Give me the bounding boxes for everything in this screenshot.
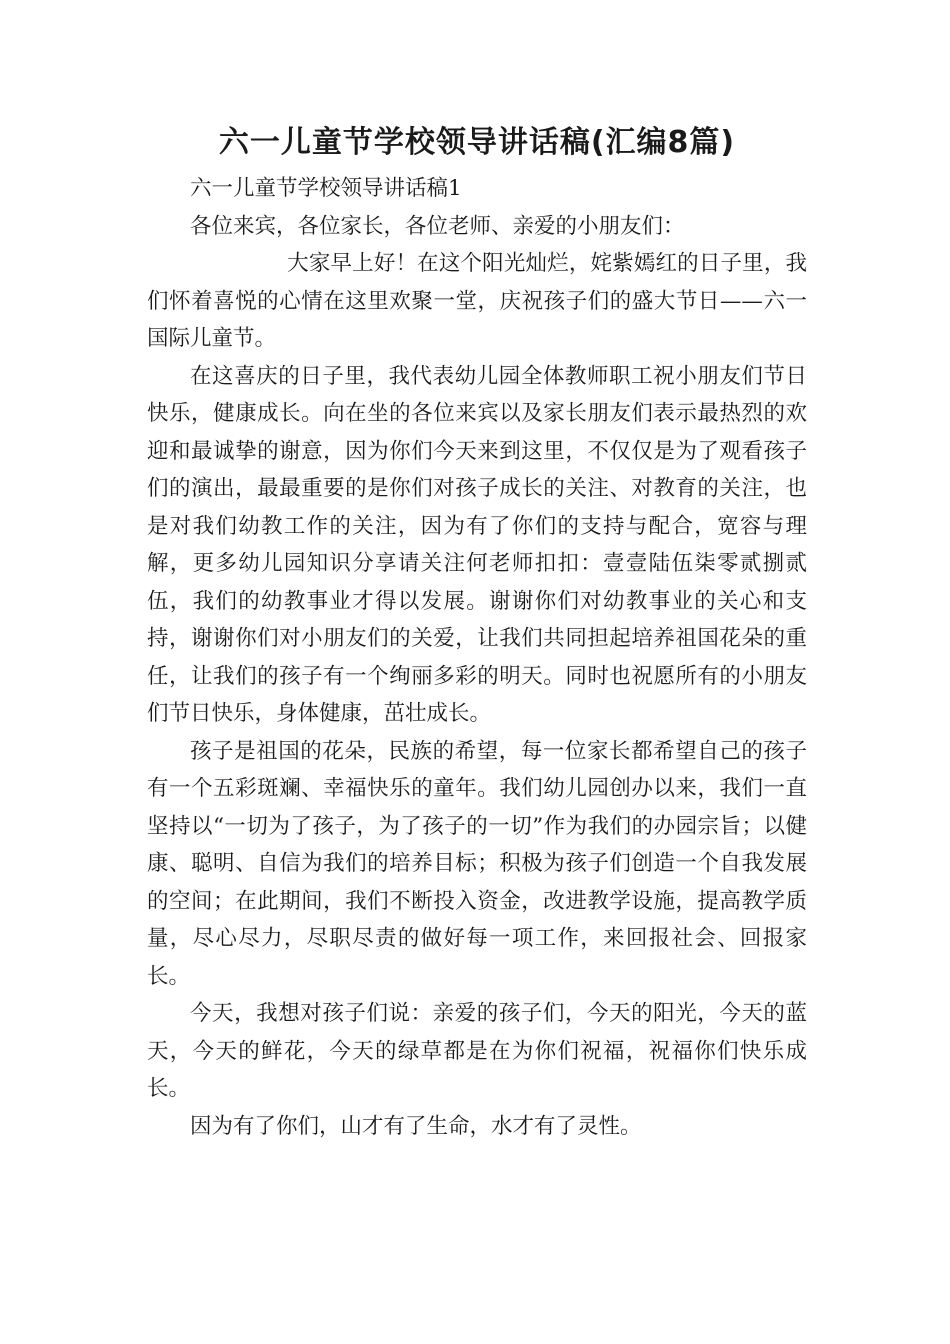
document-subtitle: 六一儿童节学校领导讲话稿1 [190,176,462,201]
salutation: 各位来宾，各位家长，各位老师、亲爱的小朋友们： [190,213,685,239]
document-title: 六一儿童节学校领导讲话稿(汇编8篇) [218,125,736,160]
paragraph-2: 在这喜庆的日子里，我代表幼儿园全体教师职工祝小朋友们节日快乐，健康成长。向在坐的各位来宾以及家长朋友们表示最热烈的欢迎和最诚挚的谢意，因为你们今天来到这里，不仅仅是为了观看孩子们的演出，最最重要的是你们对孩子成长的关注、对教育的关注，也是对我们幼教工作的关注，因为有了你们的支持与配合，宽容与理解，更多幼儿园知识分享请关注何老师扣扣：壹壹陆伍柒零贰捌贰伍，我们的幼教事业才得以发展。谢谢你们对幼教事业的关心和支持，谢谢你们对小朋友们的关爱，让我们共同担起培养祖国花朵的重任，让我们的孩子有一个绚丽多彩的明天。同时也祝愿所有的小朋友们节日快乐，身体健康，茁壮成长。 [147,363,807,726]
paragraph-3: 孩子是祖国的花朵，民族的希望，每一位家长都希望自己的孩子有一个五彩斑斓、幸福快乐的童年。我们幼儿园创办以来，我们一直坚持以“一切为了孩子，为了孩子的一切”作为我们的办园宗旨；以健康、聪明、自信为我们的培养目标；积极为孩子们创造一个自我发展的空间；在此期间，我们不断投入资金，改进教学设施，提高教学质量，尽心尽力，尽职尽责的做好每一项工作，来回报社会、回报家长。 [147,738,807,989]
document-page [147,118,807,1145]
paragraph-1-text: 大家早上好！在这个阳光灿烂，姹紫嫣红的日子里，我们怀着喜悦的心情在这里欢聚一堂，庆祝孩子们的盛大节日——六一国际儿童节。 [147,251,807,351]
paragraph-5: 因为有了你们，山才有了生命，水才有了灵性。 [190,1113,642,1139]
paragraph-4: 今天，我想对孩子们说：亲爱的孩子们，今天的阳光，今天的蓝天，今天的鲜花，今天的绿草都是在为你们祝福，祝福你们快乐成长。 [147,1001,807,1101]
paragraph-1 [147,245,807,358]
